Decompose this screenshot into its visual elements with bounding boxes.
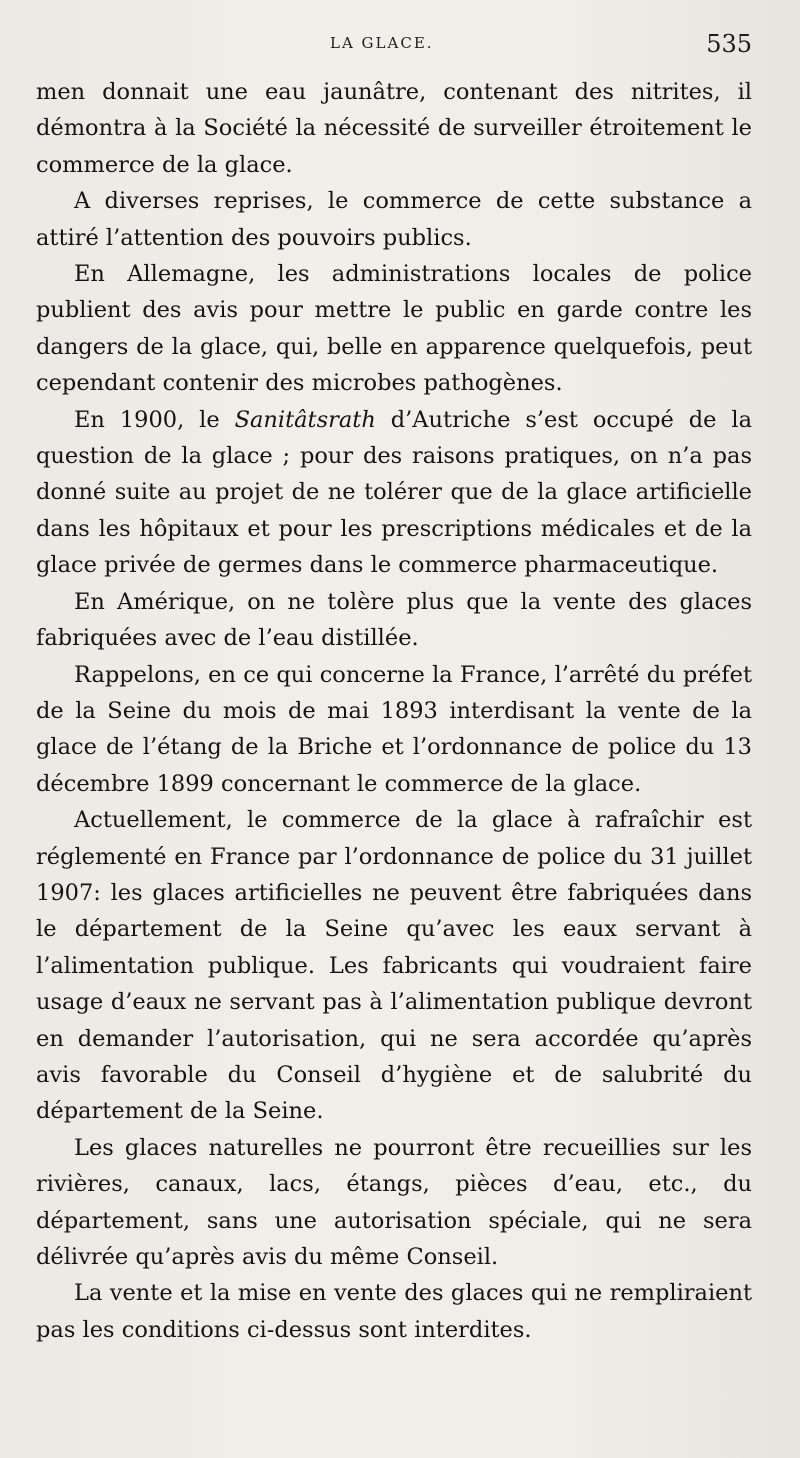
paragraph-2 bbox=[36, 183, 752, 256]
text-segment: A diverses reprises, le commerce de cette substance a attiré l’attention des pouvoirs publics. bbox=[36, 188, 752, 251]
text-segment: d’Autriche s’est occupé de la question de la glace ; pour des raisons pratiques, on n’a pas donné suite au projet de ne tolérer que de la glace artificielle dans les hôpitaux et pour les prescriptions médicales et de la glace privée de germes dans le commerce pharmaceutique. bbox=[36, 406, 752, 579]
page-number: 535 bbox=[706, 30, 752, 58]
running-title: LA GLACE. bbox=[330, 34, 434, 52]
text-segment: En Allemagne, les administrations locales de police publient des avis pour mettre le public en garde contre les dangers de la glace, qui, belle en apparence quelquefois, peut cependant contenir des microbes pathogènes. bbox=[36, 261, 752, 397]
text-segment: Actuellement, le commerce de la glace à rafraîchir est réglementé en France par l’ordonnance de police du 31 juillet 1907: les glaces artificielles ne peuvent être fabriquées dans le département de la Seine qu’avec les eaux servant à l’alimentation publique. Les fabricants qui voudraient faire usage d’eaux ne servant pas à l’alimentation publique devront en demander l’autorisation, qui ne sera accordée qu’après avis favorable du Conseil d’hygiène et de salubrité du département de la Seine. bbox=[36, 807, 752, 1125]
text-segment: Les glaces naturelles ne pourront être recueillies sur les rivières, canaux, lacs, étangs, pièces d’eau, etc., du département, sans une autorisation spéciale, qui ne sera délivrée qu’après avis du même Conseil. bbox=[36, 1134, 752, 1270]
text-segment: En Amérique, on ne tolère plus que la vente des glaces fabriquées avec de l’eau distillée. bbox=[36, 588, 752, 652]
paragraph-1 bbox=[36, 74, 752, 183]
text-segment: La vente et la mise en vente des glaces qui ne rempliraient pas les conditions ci-dessus sont interdites. bbox=[36, 1280, 752, 1343]
text-segment: Rappelons, en ce qui concerne la France, l’arrêté du préfet de la Seine du mois de mai 1893 interdisant la vente de la glace de l’étang de la Briche et l’ordonnance de police du 13 décembre 1899 concernant le commerce de la glace. bbox=[36, 661, 752, 797]
paragraph-8 bbox=[36, 1130, 752, 1276]
paragraph-5 bbox=[36, 584, 752, 657]
body-text bbox=[36, 74, 752, 1348]
paragraph-9 bbox=[36, 1275, 752, 1348]
paragraph-7 bbox=[36, 802, 752, 1130]
italic-term: Sanitâtsrath bbox=[234, 406, 376, 433]
paragraph-4 bbox=[36, 402, 752, 584]
paragraph-3 bbox=[36, 256, 752, 402]
text-segment: En 1900, le bbox=[74, 406, 235, 433]
text-segment: men donnait une eau jaunâtre, contenant des nitrites, il démontra à la Société la nécessité de surveiller étroitement le commerce de la glace. bbox=[36, 79, 752, 178]
paragraph-6 bbox=[36, 657, 752, 803]
